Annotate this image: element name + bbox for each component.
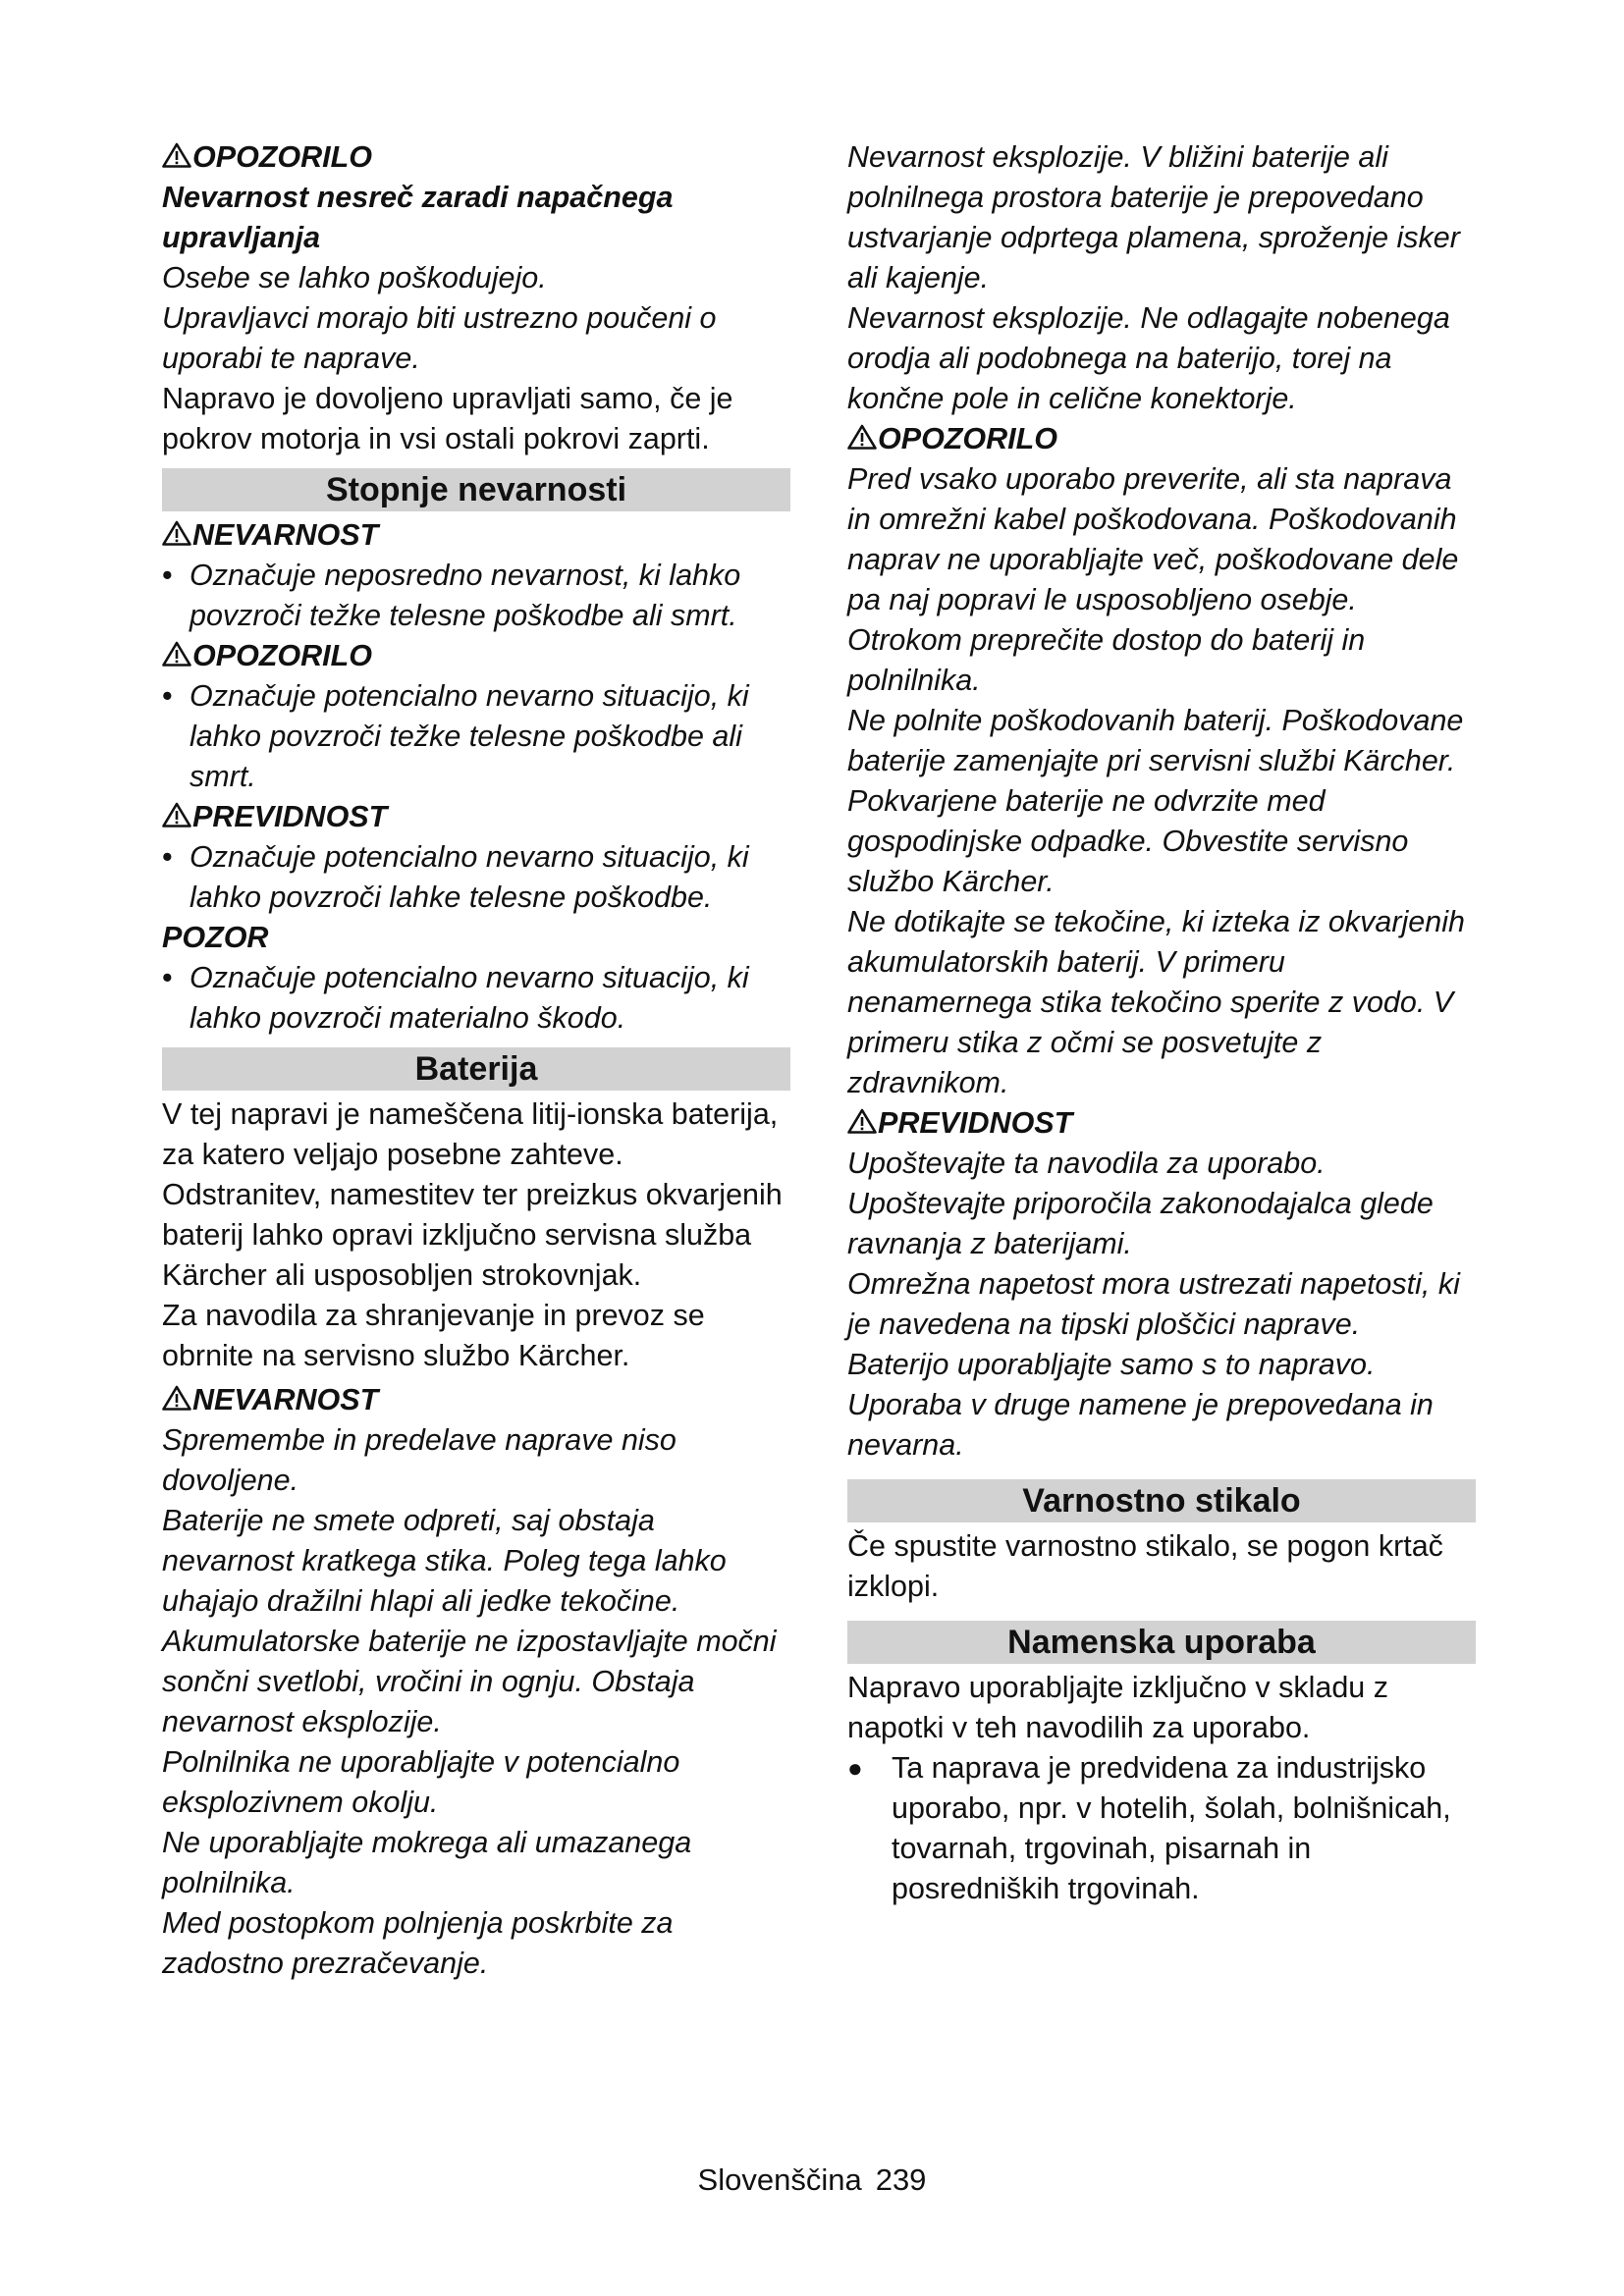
nevarnost-line: Spremembe in predelave naprave niso dovoljene.: [162, 1423, 677, 1497]
warning-triangle-icon: [847, 424, 877, 450]
previdnost-heading: PREVIDNOST: [847, 1103, 1476, 1144]
nevarnost-line: Ne uporabljajte mokrega ali umazanega polnilnika.: [162, 1826, 692, 1899]
warning-triangle-icon: [162, 142, 191, 168]
warning-triangle-icon: [162, 1385, 191, 1411]
baterija-paragraph: V tej napravi je nameščena litij-ionska baterija, za katero veljajo posebne zahteve. Odstranitev, namestitev ter preizkus okvarjenih baterij lahko opravi izključno servisna služba Kärcher ali usposobljen strokovnjak.: [162, 1097, 783, 1292]
opozorilo-line: Ne dotikajte se tekočine, ki izteka iz okvarjenih akumulatorskih baterij. V primeru nenamernega stika tekočino sperite z vodo. V primeru stika z očmi se posvetujte z zdravnikom.: [847, 905, 1465, 1099]
bullet-icon: •: [162, 679, 173, 713]
previdnost-line: Omrežna napetost mora ustrezati napetosti, ki je navedena na tipski ploščici naprave.: [847, 1267, 1460, 1341]
bullet-icon: •: [162, 840, 173, 874]
nevarnost-line: Akumulatorske baterije ne izpostavljajte močni sončni svetlobi, vročini in ognju. Obstaja nevarnost eksplozije.: [162, 1625, 777, 1738]
opozorilo-heading: OPOZORILO: [162, 137, 790, 178]
warning-triangle-icon: [162, 802, 191, 828]
nevarnost-line: Polnilnika ne uporabljajte v potencialno eksplozivnem okolju.: [162, 1745, 680, 1819]
level-title-opozorilo: OPOZORILO: [162, 636, 790, 676]
level-description: • Označuje potencialno nevarno situacijo, ki lahko povzroči materialno škodo.: [162, 958, 790, 1039]
nevarnost-heading: NEVARNOST: [162, 1380, 790, 1420]
warning-triangle-icon: [847, 1108, 877, 1134]
explosion-line: Nevarnost eksplozije. V bližini baterije ali polnilnega prostora baterije je prepovedano ustvarjanje odprtega plamena, sproženje isker ali kajenje.: [847, 140, 1460, 294]
nevarnost-line: Med postopkom polnjenja poskrbite za zadostno prezračevanje.: [162, 1906, 674, 1980]
opozorilo-line: Upravljavci morajo biti ustrezno poučeni o uporabi te naprave.: [162, 301, 717, 375]
level-title-pozor: POZOR: [162, 921, 269, 954]
right-column: [847, 137, 1476, 1909]
previdnost-line: Upoštevajte ta navodila za uporabo. Upoštevajte priporočila zakonodajalca glede ravnanja z baterijami.: [847, 1147, 1434, 1260]
opozorilo-line: Pred vsako uporabo preverite, ali sta naprava in omrežni kabel poškodovana. Poškodovanih naprav ne uporabljajte več, poškodovane dele pa naj popravi le usposobljeno osebje.: [847, 462, 1459, 616]
left-column: [162, 137, 790, 1984]
opozorilo-heading: OPOZORILO: [847, 419, 1476, 459]
warning-triangle-icon: [162, 641, 191, 667]
level-description: • Označuje potencialno nevarno situacijo, ki lahko povzroči lahke telesne poškodbe.: [162, 837, 790, 918]
opozorilo-line: Otrokom preprečite dostop do baterij in polnilnika.: [847, 623, 1366, 697]
page-footer: [0, 2163, 1624, 2198]
explosion-line: Nevarnost eksplozije. Ne odlagajte nobenega orodja ali podobnega na baterijo, torej na končne pole in celične konektorje.: [847, 301, 1450, 415]
opozorilo-subtitle: Nevarnost nesreč zaradi napačnega upravljanja: [162, 181, 674, 254]
previdnost-line: Baterijo uporabljajte samo s to napravo. Uporaba v druge namene je prepovedana in nevarna.: [847, 1348, 1434, 1462]
level-title-nevarnost: NEVARNOST: [162, 515, 790, 556]
bullet-icon: •: [162, 559, 173, 592]
section-heading-baterija: Baterija: [162, 1047, 790, 1091]
level-description: • Označuje neposredno nevarnost, ki lahko povzroči težke telesne poškodbe ali smrt.: [162, 556, 790, 636]
page-number: 239: [875, 2163, 927, 2197]
opozorilo-line: Ne polnite poškodovanih baterij. Poškodovane baterije zamenjajte pri servisni službi Kärcher.: [847, 704, 1464, 777]
opozorilo-line: Osebe se lahko poškodujejo.: [162, 261, 547, 294]
footer-language: Slovenščina: [697, 2163, 862, 2197]
section-heading-stopnje: Stopnje nevarnosti: [162, 468, 790, 511]
baterija-paragraph: Za navodila za shranjevanje in prevoz se obrnite na servisno službo Kärcher.: [162, 1299, 705, 1372]
bullet-icon: •: [162, 961, 173, 994]
section-heading-namenska-uporaba: Namenska uporaba: [847, 1621, 1476, 1664]
section-heading-varnostno-stikalo: Varnostno stikalo: [847, 1479, 1476, 1522]
warning-triangle-icon: [162, 520, 191, 546]
level-title-previdnost: PREVIDNOST: [162, 797, 790, 837]
opozorilo-line: Pokvarjene baterije ne odvrzite med gospodinjske odpadke. Obvestite servisno službo Kärcher.: [847, 784, 1409, 898]
namenska-uporaba-text: Napravo uporabljajte izključno v skladu z napotki v teh navodilih za uporabo.: [847, 1671, 1388, 1744]
level-description: • Označuje potencialno nevarno situacijo, ki lahko povzroči težke telesne poškodbe ali smrt.: [162, 676, 790, 797]
bullet-icon: ●: [847, 1753, 863, 1783]
nevarnost-line: Baterije ne smete odpreti, saj obstaja nevarnost kratkega stika. Poleg tega lahko uhajajo dražilni hlapi ali jedke tekočine.: [162, 1504, 727, 1618]
opozorilo-normal-text: Napravo je dovoljeno upravljati samo, če je pokrov motorja in vsi ostali pokrovi zaprti.: [162, 382, 733, 455]
namenska-uporaba-bullet: ● Ta naprava je predvidena za industrijsko uporabo, npr. v hotelih, šolah, bolnišnicah, tovarnah, trgovinah, pisarnah in posredniških trgovinah.: [847, 1748, 1476, 1909]
varnostno-stikalo-text: Če spustite varnostno stikalo, se pogon krtač izklopi.: [847, 1529, 1443, 1603]
